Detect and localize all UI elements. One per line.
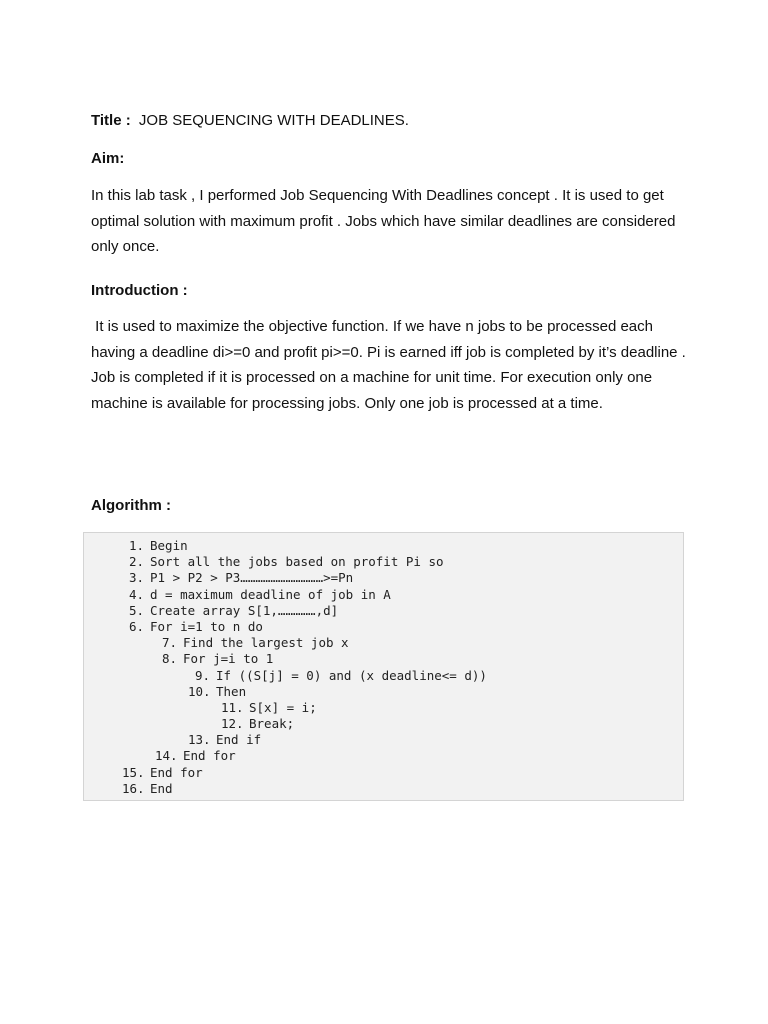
introduction-heading: Introduction :	[91, 282, 188, 299]
algorithm-step-number: 8.	[161, 651, 177, 667]
algorithm-step-text: End for	[183, 748, 236, 764]
algorithm-step	[84, 587, 487, 603]
algorithm-step-text: Break;	[249, 716, 295, 732]
algorithm-step-number: 6.	[128, 618, 144, 634]
aim-paragraph: In this lab task , I performed Job Sequencing With Deadlines concept . It is used to get optimal solution with maximum profit . Jobs which have similar deadlines are considered only once.	[91, 187, 676, 255]
algorithm-step-text: Find the largest job x	[183, 635, 349, 651]
algorithm-step-number: 9.	[194, 667, 210, 683]
algorithm-step	[84, 538, 487, 554]
introduction-paragraph: It is used to maximize the objective function. If we have n jobs to be processed each having a deadline di>=0 and profit pi>=0. Pi is earned iff job is completed by it’s deadline . Job is completed if it is processed on a machine for unit time. For execution only one machine is available for processing jobs. Only one job is processed at a time.	[91, 318, 691, 412]
algorithm-step-text: For i=1 to n do	[150, 618, 263, 634]
algorithm-step	[84, 732, 487, 748]
algorithm-step-number: 13.	[188, 732, 211, 748]
algorithm-step-number: 10.	[188, 683, 211, 699]
algorithm-step	[84, 635, 487, 651]
algorithm-step	[84, 668, 487, 684]
algorithm-step	[84, 619, 487, 635]
algorithm-step-text: For j=i to 1	[183, 651, 274, 667]
title-value: JOB SEQUENCING WITH DEADLINES.	[138, 112, 409, 129]
algorithm-step-number: 11.	[221, 699, 244, 715]
algorithm-step-text: P1 > P2 > P3……………………………>=Pn	[150, 570, 354, 586]
algorithm-step-number: 2.	[128, 554, 144, 570]
algorithm-step	[84, 570, 487, 586]
algorithm-step-text: End for	[150, 764, 203, 780]
algorithm-step	[84, 554, 487, 570]
algorithm-step	[84, 748, 487, 764]
algorithm-step-number: 16.	[122, 780, 145, 796]
title-line	[91, 108, 691, 134]
algorithm-step	[84, 651, 487, 667]
algorithm-step-number: 7.	[161, 635, 177, 651]
algorithm-step-number: 1.	[128, 538, 144, 553]
algorithm-step-text: Begin	[150, 538, 188, 553]
algorithm-step-number: 15.	[122, 764, 145, 780]
algorithm-step-text: Create array S[1,……………,d]	[150, 602, 339, 618]
algorithm-step	[84, 700, 487, 716]
algorithm-step	[84, 603, 487, 619]
algorithm-step-text: Sort all the jobs based on profit Pi so	[150, 554, 444, 570]
algorithm-step-number: 3.	[128, 570, 144, 586]
algorithm-step-number: 14.	[155, 748, 178, 764]
algorithm-step	[84, 781, 487, 797]
title-label: Title :	[91, 112, 131, 129]
algorithm-code-block	[83, 532, 684, 801]
algorithm-step-text: d = maximum deadline of job in A	[150, 586, 391, 602]
aim-heading: Aim:	[91, 150, 125, 167]
algorithm-step-number: 12.	[221, 716, 244, 732]
algorithm-step-number: 4.	[128, 586, 144, 602]
algorithm-step-text: If ((S[j] = 0) and (x deadline<= d))	[216, 667, 487, 683]
algorithm-step	[84, 765, 487, 781]
algorithm-step	[84, 684, 487, 700]
algorithm-step-text: S[x] = i;	[249, 699, 317, 715]
algorithm-step-text: End	[150, 780, 173, 796]
algorithm-step-text: Then	[216, 683, 247, 699]
algorithm-step-number: 5.	[128, 602, 144, 618]
algorithm-step	[84, 716, 487, 732]
algorithm-heading: Algorithm :	[91, 497, 171, 514]
algorithm-steps-list	[84, 538, 487, 797]
algorithm-step-text: End if	[216, 732, 262, 748]
